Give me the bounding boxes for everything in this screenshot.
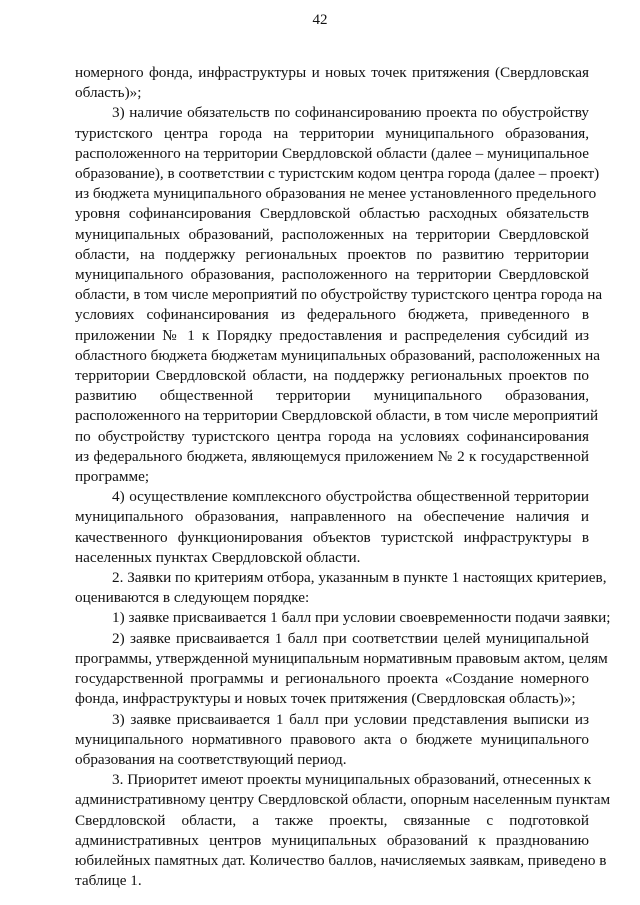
paragraph (75, 710, 589, 771)
text-line: область)»; (75, 84, 142, 102)
text-line: 3. Приоритет имеют проекты муниципальных образований, отнесенных к (112, 771, 592, 789)
text-line: по обустройству туристского центра города на условиях софинансирования (75, 427, 589, 445)
text-line: программы, утвержденной муниципальным нормативным правовым актом, целям (75, 649, 608, 667)
page-number: 42 (312, 12, 328, 28)
paragraph (75, 629, 608, 710)
text-line: таблице 1. (75, 872, 142, 890)
text-line: туристского центра города на территории муниципального образования, (75, 124, 589, 142)
text-line: из федерального бюджета, являющемуся приложением № 2 к государственной (75, 447, 589, 465)
text-line: муниципального образования, направленного на обеспечение наличия и (75, 508, 589, 526)
text-line: условиях софинансирования из федерального бюджета, приведенного в (75, 306, 589, 324)
paragraph (75, 568, 607, 608)
text-line: оцениваются в следующем порядке: (75, 589, 310, 607)
text-line: 4) осуществление комплексного обустройства общественной территории (112, 488, 589, 506)
text-line: фонда, инфраструктуры и новых точек притяжения (Свердловская область)»; (75, 690, 576, 708)
paragraph (75, 103, 603, 487)
text-line: из бюджета муниципального образования не менее установленного предельного (75, 185, 597, 203)
text-line: номерного фонда, инфраструктуры и новых точек притяжения (Свердловская (75, 64, 589, 81)
text-line: муниципального образования, расположенного на территории Свердловской (75, 266, 589, 284)
text-line: расположенного на территории Свердловской области, в том числе мероприятий (75, 407, 599, 425)
text-line: Свердловской области, а также проекты, связанные с подготовкой (75, 811, 589, 829)
text-line: приложении № 1 к Порядку предоставления и распределения субсидий из (75, 326, 589, 344)
text-line: образования на соответствующий период. (75, 750, 347, 768)
text-line: населенных пунктах Свердловской области. (75, 548, 361, 566)
text-line: административному центру Свердловской области, опорным населенным пунктам (75, 791, 611, 809)
text-line: территории Свердловской области, на поддержку региональных проектов по (75, 367, 589, 385)
text-line: качественного функционирования объектов туристской инфраструктуры в (75, 528, 589, 546)
text-line: 3) наличие обязательств по софинансированию проекта по обустройству (112, 104, 589, 122)
text-line: образование), в соответствии с туристским кодом центра города (далее – проект) (75, 165, 600, 183)
text-line: областного бюджета бюджетам муниципальных образований, расположенных на (75, 346, 600, 364)
text-line: муниципального нормативного правового акта о бюджете муниципального (75, 730, 589, 748)
paragraph (75, 770, 611, 891)
paragraph (75, 63, 589, 103)
document-body (75, 63, 611, 891)
text-line: государственной программы и регионального проекта «Создание номерного (75, 670, 589, 688)
text-line: расположенного на территории Свердловской области (далее – муниципальное (75, 144, 589, 162)
text-line: уровня софинансирования Свердловской областью расходных обязательств (75, 205, 589, 223)
text-line: 3) заявке присваивается 1 балл при условии представления выписки из (112, 710, 589, 728)
paragraph (75, 608, 611, 628)
text-line: муниципальных образований, расположенных на территории Свердловской (75, 225, 589, 243)
text-line: административных центров муниципальных образований к празднованию (75, 831, 589, 849)
text-line: 2. Заявки по критериям отбора, указанным в пункте 1 настоящих критериев, (112, 569, 607, 587)
text-line: юбилейных памятных дат. Количество баллов, начисляемых заявкам, приведено в (75, 851, 607, 869)
text-line: развитию общественной территории муниципального образования, (75, 387, 589, 405)
paragraph (75, 487, 589, 568)
text-line: программе; (75, 468, 150, 486)
text-line: 1) заявке присваивается 1 балл при условии своевременности подачи заявки; (112, 609, 611, 627)
text-line: области, в том числе мероприятий по обустройству туристского центра города на (75, 286, 603, 304)
text-line: области, на поддержку региональных проектов по развитию территории (75, 245, 589, 263)
text-line: 2) заявке присваивается 1 балл при соответствии целей муниципальной (112, 629, 589, 647)
